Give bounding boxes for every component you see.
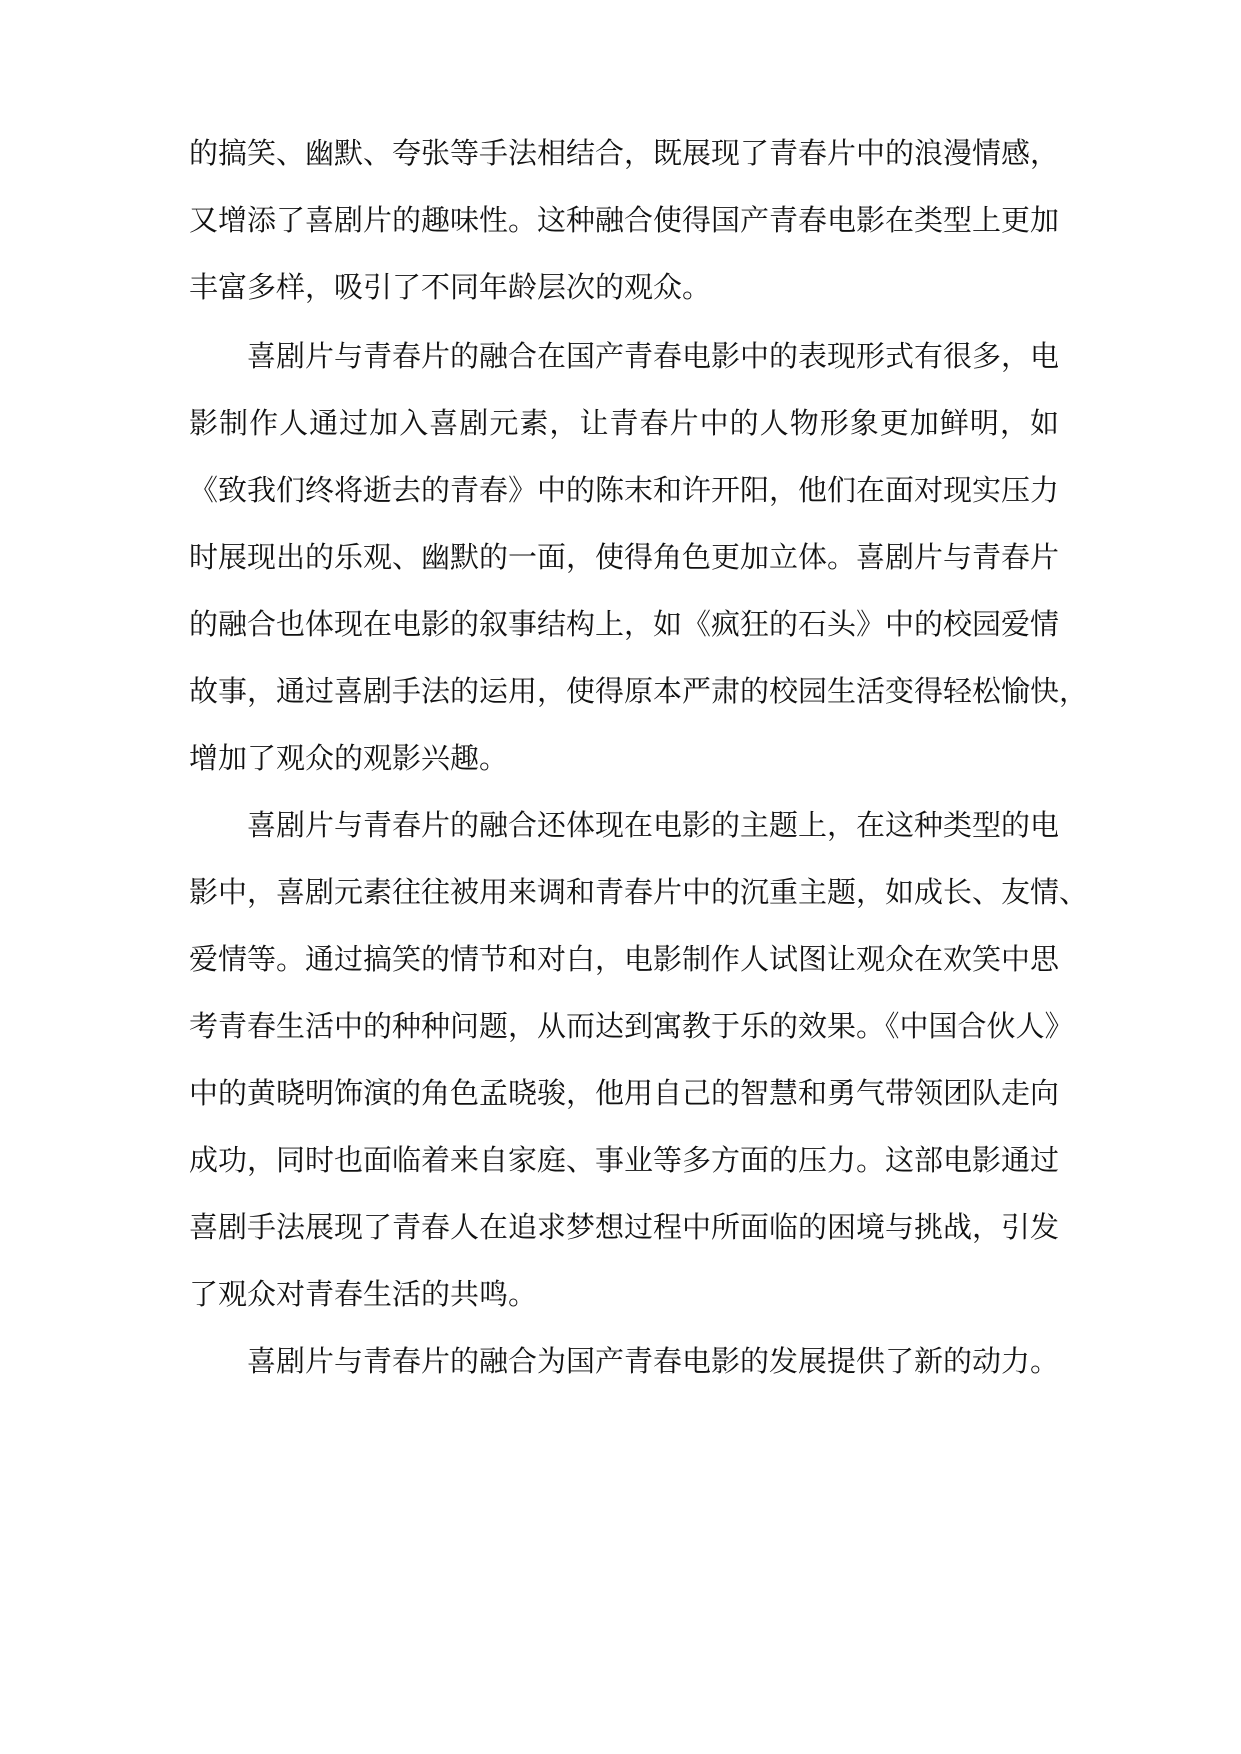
text-line: 增加了观众的观影兴趣。 [189,741,509,775]
text-line: 的搞笑、幽默、夸张等手法相结合，既展现了青春片中的浪漫情感， [189,136,1060,170]
paragraph-first-line: 喜剧片与青春片的融合还体现在电影的主题上，在这种类型的电 [247,808,1060,842]
text-line: 爱情等。通过搞笑的情节和对白，电影制作人试图让观众在欢笑中思 [189,942,1060,976]
text-line: 喜剧手法展现了青春人在追求梦想过程中所面临的困境与挑战，引发 [189,1210,1060,1244]
paragraph-first-line: 喜剧片与青春片的融合在国产青春电影中的表现形式有很多，电 [247,339,1060,373]
text-line: 又增添了喜剧片的趣味性。这种融合使得国产青春电影在类型上更加 [189,203,1060,237]
text-line: 中的黄晓明饰演的角色孟晓骏，他用自己的智慧和勇气带领团队走向 [189,1076,1060,1110]
paragraph-first-line: 喜剧片与青春片的融合为国产青春电影的发展提供了新的动力。 [247,1344,1060,1378]
text-line: 时展现出的乐观、幽默的一面，使得角色更加立体。喜剧片与青春片 [189,540,1060,574]
text-line: 了观众对青春生活的共鸣。 [189,1277,538,1311]
text-line: 丰富多样，吸引了不同年龄层次的观众。 [189,270,712,304]
text-line: 故事，通过喜剧手法的运用，使得原本严肃的校园生活变得轻松愉快， [189,674,1089,708]
text-line: 的融合也体现在电影的叙事结构上，如《疯狂的石头》中的校园爱情 [189,607,1060,641]
text-line: 影中，喜剧元素往往被用来调和青春片中的沉重主题，如成长、友情、 [189,875,1089,909]
text-line: 影制作人通过加入喜剧元素，让青春片中的人物形象更加鲜明，如 [189,406,1059,440]
text-line: 考青春生活中的种种问题，从而达到寓教于乐的效果。《中国合伙人》 [189,1009,1074,1043]
text-line: 成功，同时也面临着来自家庭、事业等多方面的压力。这部电影通过 [189,1143,1060,1177]
text-line: 《致我们终将逝去的青春》中的陈末和许开阳，他们在面对现实压力 [189,473,1060,507]
